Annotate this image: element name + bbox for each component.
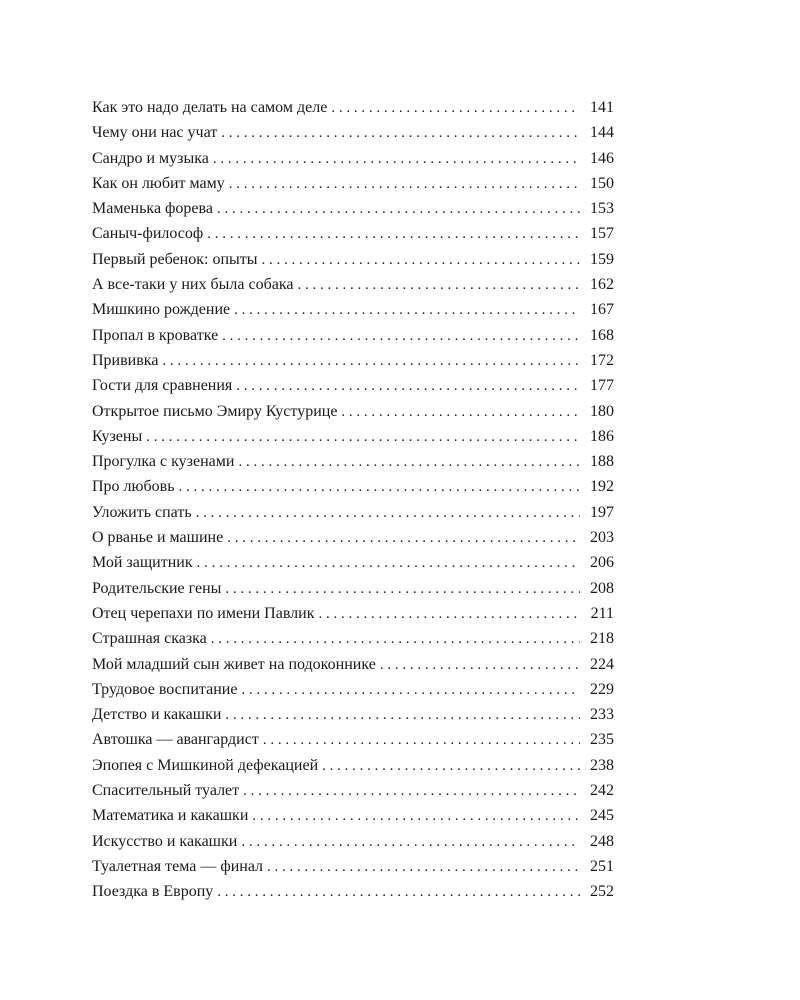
toc-dot-leader	[243, 783, 580, 800]
toc-entry-title: Мой младший сын живет на подоконнике	[92, 655, 376, 673]
toc-dot-leader	[178, 479, 580, 496]
toc-entry	[92, 605, 614, 630]
toc-dot-leader	[262, 252, 581, 269]
toc-page-number: 168	[590, 326, 614, 344]
toc-entry	[92, 175, 614, 200]
toc-entry	[92, 403, 614, 428]
toc-page-number: 162	[590, 276, 614, 294]
toc-dot-leader	[221, 125, 580, 142]
toc-page-number: 146	[590, 149, 614, 167]
toc-entry	[92, 99, 614, 124]
toc-entry-title: Искусство и какашки	[92, 832, 238, 850]
toc-entry-title: Как это надо делать на самом деле	[92, 99, 328, 116]
toc-entry	[92, 782, 614, 807]
toc-dot-leader	[238, 454, 580, 471]
toc-dot-leader	[146, 429, 580, 446]
toc-page-number: 197	[590, 503, 614, 521]
toc-dot-leader	[217, 201, 580, 218]
toc-page-number: 208	[590, 579, 614, 597]
toc-dot-leader	[234, 302, 580, 319]
toc-dot-leader	[207, 226, 580, 243]
toc-entry	[92, 478, 614, 503]
toc-page-number: 252	[590, 883, 614, 901]
toc-entry-title: Спасительный туалет	[92, 782, 240, 800]
toc-dot-leader	[331, 100, 580, 117]
toc-dot-leader	[297, 277, 580, 294]
toc-dot-leader	[211, 631, 580, 648]
toc-entry	[92, 529, 614, 554]
toc-page-number: 188	[590, 453, 614, 471]
table-of-contents	[92, 99, 614, 909]
toc-page-number: 172	[590, 351, 614, 369]
toc-page-number: 251	[590, 857, 614, 875]
toc-entry	[92, 833, 614, 858]
toc-entry	[92, 327, 614, 352]
toc-entry	[92, 656, 614, 681]
toc-entry	[92, 150, 614, 175]
toc-page-number: 235	[590, 731, 614, 749]
toc-dot-leader	[217, 884, 580, 901]
toc-page-number: 242	[590, 782, 614, 800]
toc-entry-title: Кузены	[92, 427, 143, 445]
toc-dot-leader	[241, 682, 580, 699]
toc-entry	[92, 301, 614, 326]
toc-dot-leader	[225, 707, 580, 724]
toc-page-number: 157	[590, 225, 614, 243]
toc-entry-title: Прививка	[92, 351, 159, 369]
toc-entry	[92, 352, 614, 377]
toc-entry	[92, 757, 614, 782]
toc-entry	[92, 276, 614, 301]
toc-entry	[92, 124, 614, 149]
toc-dot-leader	[267, 859, 580, 876]
toc-dot-leader	[318, 606, 580, 623]
toc-entry	[92, 377, 614, 402]
toc-page-number: 180	[590, 402, 614, 420]
toc-dot-leader	[236, 378, 580, 395]
toc-dot-leader	[380, 657, 580, 674]
toc-entry-title: Мишкино рождение	[92, 301, 231, 319]
toc-page-number: 248	[590, 832, 614, 850]
toc-page-number: 192	[590, 478, 614, 496]
toc-entry-title: Первый ребенок: опыты	[92, 250, 258, 268]
toc-entry-title: О рванье и машине	[92, 529, 224, 547]
toc-entry	[92, 858, 614, 883]
toc-dot-leader	[252, 808, 580, 825]
toc-entry	[92, 580, 614, 605]
toc-entry-title: Пропал в кроватке	[92, 326, 219, 344]
toc-dot-leader	[162, 353, 580, 370]
toc-entry-title: Математика и какашки	[92, 807, 249, 825]
toc-entry-title: Прогулка с кузенами	[92, 453, 235, 471]
toc-entry-title: Трудовое воспитание	[92, 680, 238, 698]
toc-dot-leader	[222, 328, 580, 345]
toc-entry-title: Как он любит маму	[92, 174, 225, 192]
toc-page-number: 186	[590, 427, 614, 445]
toc-entry-title: Поездка в Европу	[92, 883, 214, 901]
toc-entry	[92, 883, 614, 908]
toc-entry-title: Автошка — авангардист	[92, 731, 259, 749]
toc-entry	[92, 706, 614, 731]
toc-entry-title: Уложить спать	[92, 503, 192, 521]
toc-page-number: 218	[590, 630, 614, 648]
toc-page-number: 203	[590, 529, 614, 547]
toc-entry	[92, 807, 614, 832]
toc-page-number: 141	[590, 99, 614, 116]
toc-page-number: 206	[590, 554, 614, 572]
toc-page-number: 238	[590, 756, 614, 774]
toc-dot-leader	[341, 404, 580, 421]
toc-page-number: 229	[590, 680, 614, 698]
toc-entry	[92, 200, 614, 225]
toc-entry	[92, 630, 614, 655]
toc-dot-leader	[197, 555, 580, 572]
toc-entry-title: Сандро и музыка	[92, 149, 209, 167]
toc-entry	[92, 554, 614, 579]
toc-page-number: 245	[590, 807, 614, 825]
toc-entry-title: Страшная сказка	[92, 630, 207, 648]
toc-entry	[92, 453, 614, 478]
toc-dot-leader	[213, 151, 580, 168]
toc-dot-leader	[229, 176, 580, 193]
toc-entry-title: А все-таки у них была собака	[92, 276, 294, 294]
toc-page-number: 224	[590, 655, 614, 673]
toc-page-number: 177	[590, 377, 614, 395]
toc-dot-leader	[196, 505, 580, 522]
toc-entry	[92, 251, 614, 276]
toc-page-number: 233	[590, 706, 614, 724]
toc-entry-title: Детство и какашки	[92, 706, 222, 724]
toc-dot-leader	[225, 581, 580, 598]
toc-entry	[92, 504, 614, 529]
toc-dot-leader	[227, 530, 580, 547]
toc-dot-leader	[322, 758, 580, 775]
toc-entry-title: Маменька форева	[92, 200, 213, 218]
toc-entry-title: Отец черепахи по имени Павлик	[92, 604, 315, 622]
toc-entry-title: Родительские гены	[92, 579, 222, 597]
toc-entry-title: Саныч-философ	[92, 225, 204, 243]
toc-entry-title: Чему они нас учат	[92, 124, 218, 142]
toc-dot-leader	[241, 834, 580, 851]
toc-entry	[92, 225, 614, 250]
toc-page-number: 150	[590, 174, 614, 192]
toc-page-number: 144	[590, 124, 614, 142]
toc-entry	[92, 731, 614, 756]
toc-entry-title: Про любовь	[92, 478, 175, 496]
toc-page-number: 159	[590, 250, 614, 268]
toc-entry-title: Гости для сравнения	[92, 377, 233, 395]
toc-entry	[92, 428, 614, 453]
toc-entry-title: Мой защитник	[92, 554, 193, 572]
toc-dot-leader	[263, 732, 580, 749]
toc-page-number: 167	[590, 301, 614, 319]
toc-entry-title: Эпопея с Мишкиной дефекацией	[92, 756, 319, 774]
toc-page-number: 211	[590, 604, 614, 622]
toc-page-number: 153	[590, 200, 614, 218]
toc-entry-title: Туалетная тема — финал	[92, 857, 264, 875]
toc-entry	[92, 681, 614, 706]
toc-entry-title: Открытое письмо Эмиру Кустурице	[92, 402, 338, 420]
